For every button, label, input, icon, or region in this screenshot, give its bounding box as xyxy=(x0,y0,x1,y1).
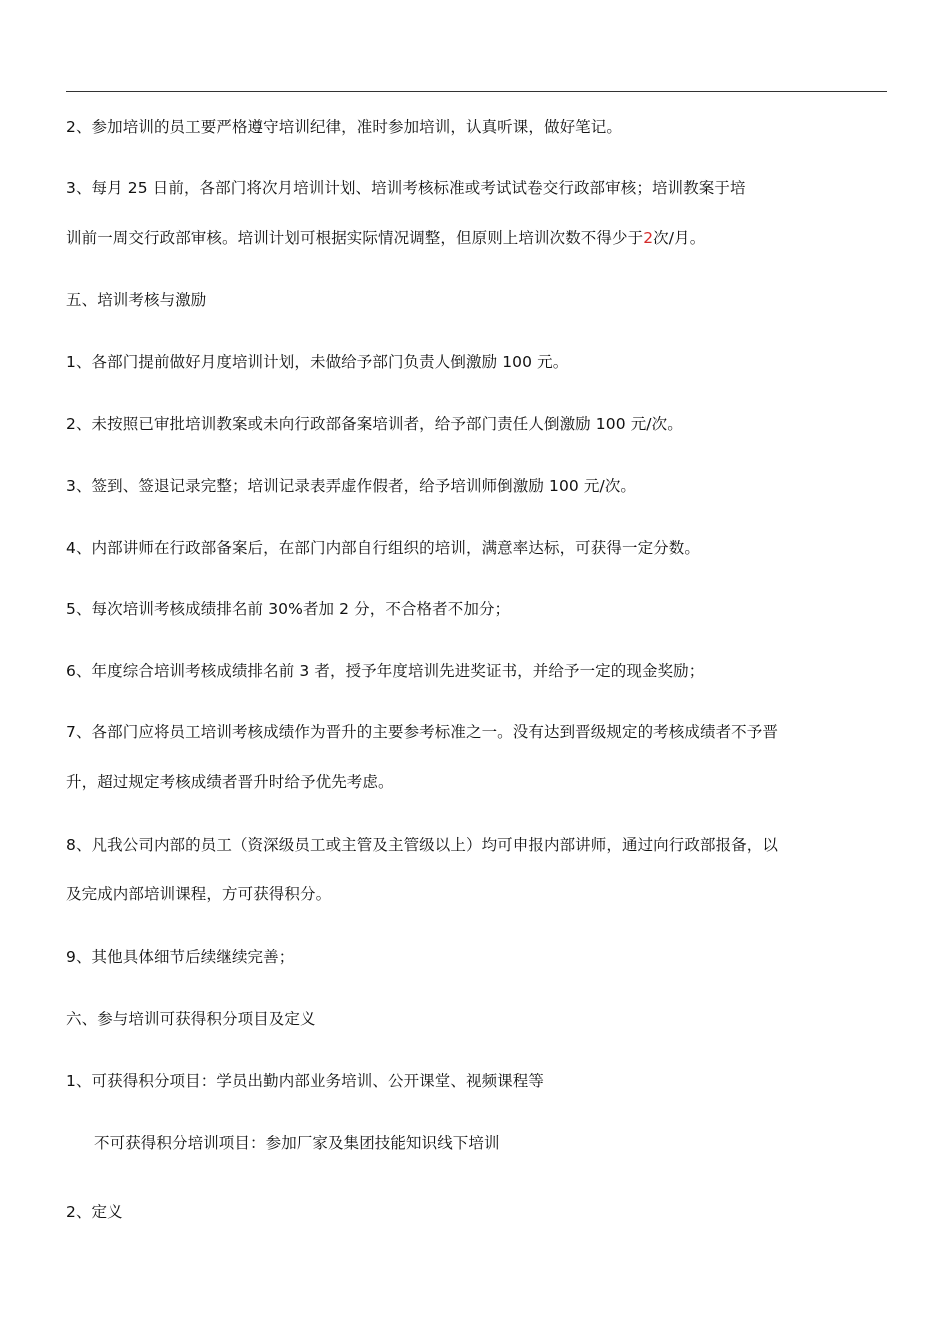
section-6-heading: 六、参与培训可获得积分项目及定义 xyxy=(66,1010,316,1028)
section-5-item-5: 5、每次培训考核成绩排名前 30%者加 2 分，不合格者不加分； xyxy=(66,600,511,618)
rule-3-schedule-line1: 3、每月 25 日前，各部门将次月培训计划、培训考核标准或考试试卷交行政部审核；培训教案于培 xyxy=(66,179,746,197)
section-5-item-4: 4、内部讲师在行政部备案后，在部门内部自行组织的培训，满意率达标，可获得一定分数。 xyxy=(66,539,700,557)
section-5-item-8-line1: 8、凡我公司内部的员工（资深级员工或主管及主管级以上）均可申报内部讲师，通过向行政部报备，以 xyxy=(66,836,778,854)
section-5-item-3: 3、签到、签退记录完整；培训记录表弄虚作假者，给予培训师倒激励 100 元/次。 xyxy=(66,477,637,495)
section-5-item-1: 1、各部门提前做好月度培训计划，未做给予部门负责人倒激励 100 元。 xyxy=(66,353,569,371)
section-6-item-1: 1、可获得积分项目：学员出勤内部业务培训、公开课堂、视频课程等 xyxy=(66,1072,544,1090)
rule-3-text: 训前一周交行政部审核。培训计划可根据实际情况调整，但原则上培训次数不得少于 xyxy=(66,229,644,247)
header-rule xyxy=(66,91,887,92)
section-5-item-9: 9、其他具体细节后续继续完善； xyxy=(66,948,295,966)
section-5-item-2: 2、未按照已审批培训教案或未向行政部备案培训者，给予部门责任人倒激励 100 元/次。 xyxy=(66,415,683,433)
section-5-item-7-line2: 升，超过规定考核成绩者晋升时给予优先考虑。 xyxy=(66,773,394,791)
min-sessions-value: 2 xyxy=(643,229,654,247)
rule-2-discipline: 2、参加培训的员工要严格遵守培训纪律，准时参加培训，认真听课，做好笔记。 xyxy=(66,118,622,136)
section-5-item-8-line2: 及完成内部培训课程，方可获得积分。 xyxy=(66,885,332,903)
section-6-item-2: 2、定义 xyxy=(66,1203,123,1221)
rule-3-schedule-line2 xyxy=(66,228,705,248)
section-6-item-1-note: 不可获得积分培训项目：参加厂家及集团技能知识线下培训 xyxy=(94,1134,500,1152)
section-5-heading: 五、培训考核与激励 xyxy=(66,291,207,309)
rule-3-suffix: 次/月。 xyxy=(653,229,706,247)
section-5-item-6: 6、年度综合培训考核成绩排名前 3 者，授予年度培训先进奖证书，并给予一定的现金奖励； xyxy=(66,662,705,680)
section-5-item-7-line1: 7、各部门应将员工培训考核成绩作为晋升的主要参考标准之一。没有达到晋级规定的考核成绩者不予晋 xyxy=(66,723,778,741)
